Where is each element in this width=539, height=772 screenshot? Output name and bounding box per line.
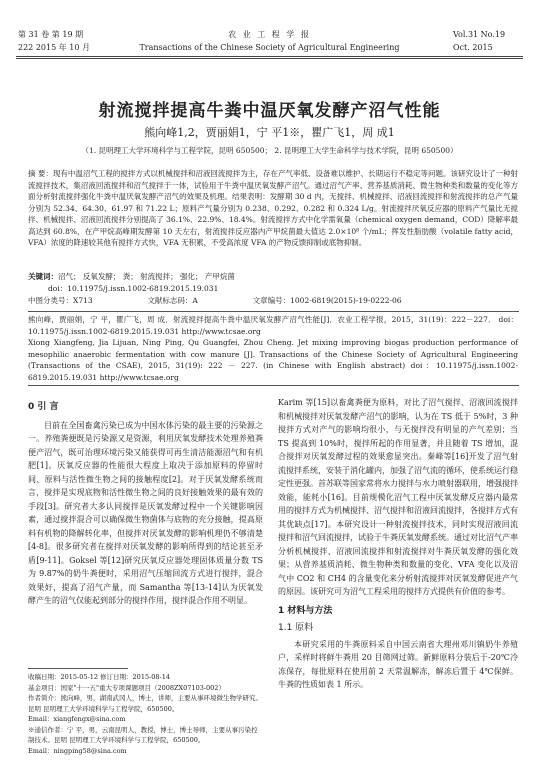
section-methods-title: 1 材料与方法	[278, 605, 333, 616]
separator	[28, 311, 519, 312]
intro-paragraph-cont: Karim 等[15]以畜禽粪便为原料，对比了沼气搅拌、沼液回流搅拌和机械搅拌对厌氧发酵产沼气的影响，认为在 TS 低于 5%时，3 种搅拌方式对产气的影响均很小，与无搅拌没有明显的产气差别；当 TS 提高到 10%时，搅拌所起的作用显著，并且随着 TS 增加，混合搅拌对厌氧发酵过程的效果愈显突出。秦峰等[16]开发了沼气射流搅拌系统，安装于消化罐内，加强了沼气流的循环，使系统运行稳定性更强。首苏联等国家常将水力搅拌与水力喷射器联用，增强搅拌效能，能耗小[16]。目前规模化沼气工程中厌氧发酵反应器内最常用的搅拌方式为机械搅拌、沼气搅拌和沼液回流搅拌，各搅拌方式有其优缺点[17]。本研究设计一种射流搅拌技术，同时实现沼液回流搅拌和沼气回流搅拌，试验于牛粪厌氧发酵系统。通过对比沼气产率分析机械搅拌、沼液回流搅拌和射流搅拌对牛粪厌氧发酵的强化效果；从营养基质消耗、微生物种类和数量的变化、VFA 变化以及沼气中 CO2 和 CH4 的含量变化来分析射流搅拌对厌氧发酵促进产气的原因。该研究可为沼气工程采用的搅拌方式提供有价值的参考。	[278, 398, 518, 596]
materials-paragraph: 本研究采用的牛粪原料采自中国云南省大理州邓川镇奶牛养殖户，采样时将鲜牛粪用 20 目筛网过筛。新鲜原料分装后于-20℃冷冻保存，每批原料在使用前 2 天常温解冻，解冻后置于 4℃保鲜。牛粪的性质如表 1 所示。	[278, 639, 518, 689]
footnote-author-email: Email：xiangfengx@sina.com	[28, 715, 126, 723]
classification-line	[28, 295, 518, 307]
header-rule-thin	[16, 58, 523, 59]
volume-issue: 第 31 卷 第 19 期	[18, 30, 84, 39]
footnote-rule	[28, 668, 128, 669]
keywords-label: 关键词：	[28, 272, 58, 281]
abstract: 摘 要：现有中温沼气工程的搅拌方式以机械搅拌和沼液回流搅拌为主，存在产气率低、设备难以维护、长期运行不稳定等问题。该研究设计了一种射流搅拌技术，集沼液回流搅拌和沼气搅拌于一体，试验用于牛粪中温厌氧发酵产沼气。通过沼气产率、营养基质消耗、微生物种类和数量的变化等方面分析射流搅拌强化牛粪中温厌氧发酵产沼气的效果及机理。结果表明：发酵期 30 d 内，无搅拌、机械搅拌、沼液回流搅拌和射流搅拌的总产气量分别为 52.34、64.30、61.97 和 71.22 L；原料产气量分别为 0.238、0.292、0.282 和 0.324 L/g。射流搅拌厌氧反应器的原料产气量比无搅拌、机械搅拌、沼液回流搅拌分别提高了 36.1%、22.9%、18.4%。射流搅拌方式中化学需氧量（chemical oxygen demand，COD）降解率最高达到 60.8%，在产甲烷高峰期发酵第 10 天左右，射流搅拌反应器内产甲烷菌最大值达 2.0×10⁸ 个/mL；挥发性脂肪酸（volatile fatty acid，VFA）浓度的降速较其他有搅拌方式快，VFA 无积累，不受高浓度 VFA 的产物反馈抑制或底物抑制。	[28, 169, 518, 247]
left-column	[28, 401, 263, 608]
journal-title-en: Transactions of the Chinese Society of Agricultural Engineering	[139, 43, 400, 52]
volume-en: Vol.31 No.19	[453, 30, 506, 39]
footnote-corresponding-email: Email：ningping58@sina.com	[28, 746, 127, 755]
footnote-author: 作者简介：熊向峰，男，湖南武冈人，博士，讲师，主要从事环境微生物学研究。昆明 昆明理工大学环境科学与工程学院，650500。	[28, 694, 262, 713]
footnote-funding: 基金项目：国家"十一五"重大专项课题项目（2008ZX07103-002）	[28, 683, 225, 692]
section-intro-title: 0 引 言	[28, 402, 59, 412]
classification-number: 中图分类号：X713	[28, 296, 93, 305]
journal-volume-en	[453, 28, 523, 54]
date-en: Oct. 2015	[453, 43, 493, 52]
affiliation: （1. 昆明理工大学环境科学与工程学院，昆明 650500； 2. 昆明理工大学生命科学与技术学院，昆明 650500）	[81, 146, 458, 155]
separator	[28, 385, 519, 386]
keywords-list: 沼气； 反氧发酵； 粪； 射流搅拌； 强化； 产甲烷菌	[58, 272, 235, 281]
footnote-corresponding: ※通信作者：宁 平，男，云南昆明人，教授，博士，博士导师，主要从事污染控制技术。昆明 昆明理工大学环境科学与工程学院，650500。	[28, 725, 258, 744]
document-code: 文献标志码：A	[147, 296, 198, 305]
keywords	[28, 271, 518, 283]
running-header	[0, 28, 539, 58]
article-number: 文章编号：1002-6819(2015)-19-0222-06	[252, 296, 402, 305]
section-materials-title: 1.1 原料	[278, 623, 314, 633]
page-date: 222 2015 年 10 月	[18, 43, 90, 52]
header-rule	[16, 56, 523, 57]
intro-paragraph: 目前在全国畜禽污染已成为中国水体污染的最主要的污染源之一。养殖粪便既是污染源又是资源，利用厌氧发酵技术处理养殖粪便产沼气，既可治理环境污染又能获得可再生清洁能源沼气和有机肥[1]。厌氧反应器的性能很大程度上取决于添加原料的停留时间、原料与活性微生物之间的接触程度[2]。对于厌氧发酵系统而言，搅拌是实现底物和活性微生物之间的良好接触效果的最有效的手段[3]。研究者大多认同搅拌是厌氧发酵过程中一个关键影响因素，通过搅拌混合可以确保微生物菌体与底物的充分接触，提高原料有机物的降解转化率，但搅拌对厌氧发酵的影响机理仍不够清楚[4-8]。很多研究者在搅拌对厌氧发酵的影响所得到的结论甚至矛盾[9-11]。Goksel 等[12]研究厌氧反应器处理固体质量分数 TS 为 9.87%的奶牛粪便时，采用沼气压缩回流方式进行搅拌，混合效果好，提高了沼气产量，而 Samantha 等[13-14]认为厌氧发酵产生的沼气仅能起到部分的搅拌作用，搅拌混合作用不明显。	[28, 420, 263, 605]
paper-title: 射流搅拌提高牛粪中温厌氧发酵产沼气性能	[98, 101, 441, 121]
doi: doi：10.11975/j.issn.1002-6819.2015.19.031	[48, 284, 219, 293]
citation-english: Xiong Xiangfeng, Jia Lijuan, Ning Ping, Qu Guangfei, Zhou Cheng. Jet mixing improving biogas production performance of mesophilic anaerobic fermentation with cow manure [J]. Transactions of the Chinese Society of Agricultural Engineering (Transactions of the CSAE), 2015, 31(19): 222 － 227. (in Chinese with English abstract) doi：10.11975/j.issn.1002-6819.2015.19.031 http://www.tcsae.org	[28, 338, 518, 382]
footnote-received: 收稿日期：2015-05-12 修订日期：2015-08-14	[28, 673, 171, 681]
footnotes	[28, 672, 263, 756]
author-list: 熊向峰1,2，贾丽娟1，宁 平1※，瞿广飞1，周 成1	[144, 126, 395, 139]
right-column	[278, 396, 518, 692]
journal-title-cn: 农 业 工 程 学 报	[228, 30, 311, 39]
citation-chinese: 熊向峰，贾丽娟，宁 平，瞿广飞，周 成．射流搅拌提高牛粪中温厌氧发酵产沼气性能[J]．农业工程学报，2015，31(19)：222－227． doi：10.11975/j.issn.1002-6819.2015.19.031 http://www.tcsae.org	[28, 315, 518, 336]
